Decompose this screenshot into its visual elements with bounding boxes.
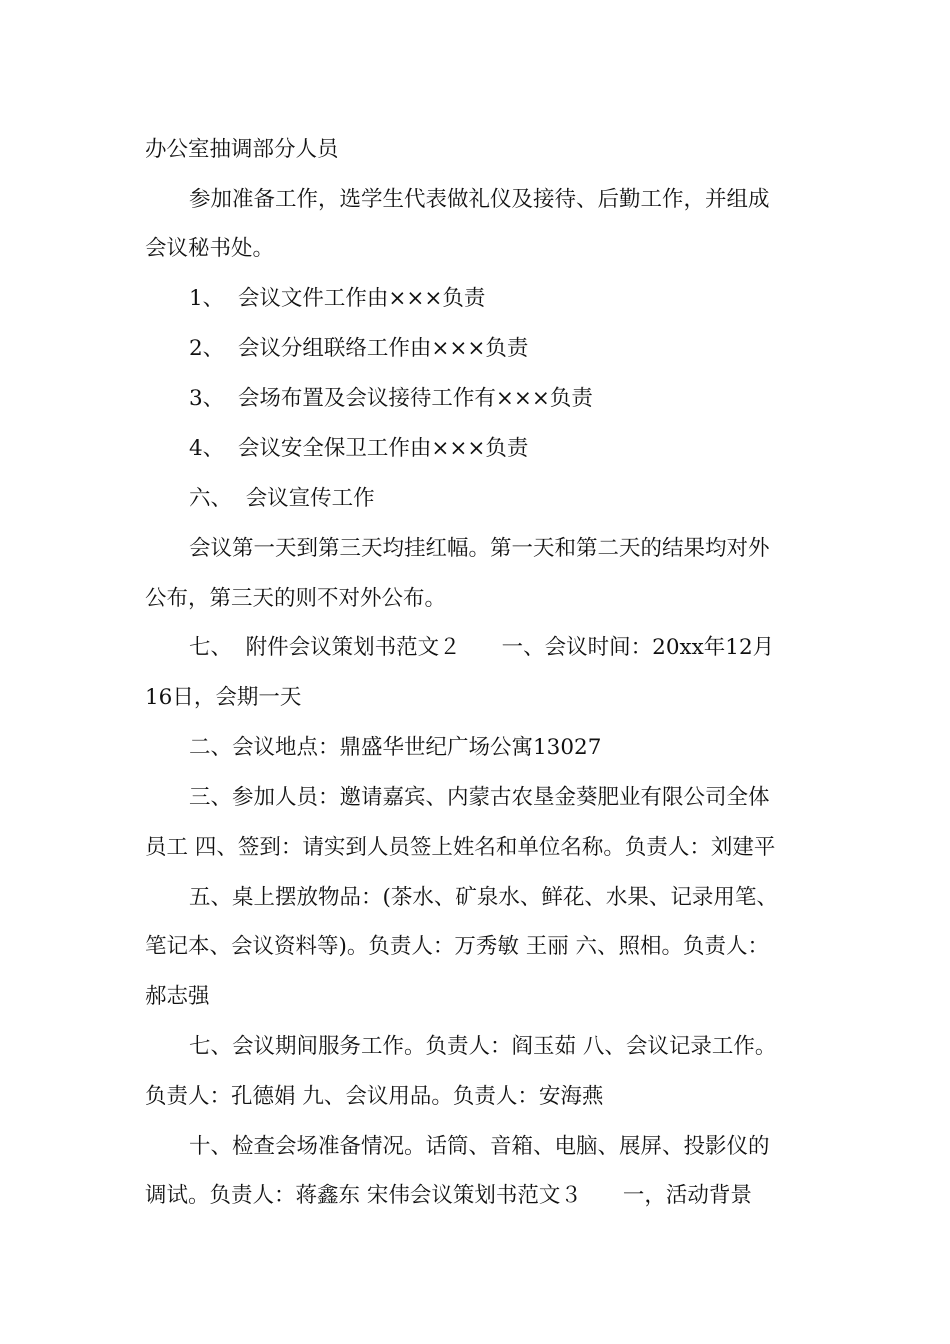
text-line: 郝志强 bbox=[145, 984, 210, 1009]
paragraph-line: 十、检查会场准备情况。话筒、音箱、电脑、展屏、投影仪的 bbox=[189, 1134, 770, 1159]
text-line: 员工 四、签到：请实到人员签上姓名和单位名称。负责人：刘建平 bbox=[145, 835, 776, 860]
text-line: 会议秘书处。 bbox=[145, 236, 275, 261]
paragraph-line: 二、会议地点：鼎盛华世纪广场公寓13027 bbox=[189, 735, 602, 760]
paragraph-line: 七、会议期间服务工作。负责人：阎玉茹 八、会议记录工作。 bbox=[189, 1034, 777, 1059]
list-item: 1、 会议文件工作由×××负责 bbox=[189, 286, 486, 311]
text-line: 办公室抽调部分人员 bbox=[145, 137, 339, 162]
text-line: 公布，第三天的则不对外公布。 bbox=[145, 586, 447, 611]
section-heading: 六、 会议宣传工作 bbox=[189, 486, 375, 511]
text-line: 16日，会期一天 bbox=[145, 685, 302, 710]
text-line: 笔记本、会议资料等)。负责人：万秀敏 王丽 六、照相。负责人： bbox=[145, 934, 770, 959]
paragraph-line: 参加准备工作，选学生代表做礼仪及接待、后勤工作，并组成 bbox=[189, 187, 770, 212]
list-item: 3、 会场布置及会议接待工作有×××负责 bbox=[189, 386, 593, 411]
text-line: 负责人：孔德娟 九、会议用品。负责人：安海燕 bbox=[145, 1084, 604, 1109]
paragraph-line: 三、参加人员：邀请嘉宾、内蒙古农垦金葵肥业有限公司全体 bbox=[189, 785, 770, 810]
text-line: 调试。负责人：蒋鑫东 宋伟会议策划书范文３ 一，活动背景 bbox=[145, 1183, 752, 1208]
section-heading: 七、 附件会议策划书范文２ 一、会议时间：20xx年12月 bbox=[189, 635, 775, 660]
list-item: 4、 会议安全保卫工作由×××负责 bbox=[189, 436, 529, 461]
list-item: 2、 会议分组联络工作由×××负责 bbox=[189, 336, 529, 361]
paragraph-line: 会议第一天到第三天均挂红幅。第一天和第二天的结果均对外 bbox=[189, 536, 770, 561]
paragraph-line: 五、桌上摆放物品：(茶水、矿泉水、鲜花、水果、记录用笔、 bbox=[189, 885, 778, 910]
